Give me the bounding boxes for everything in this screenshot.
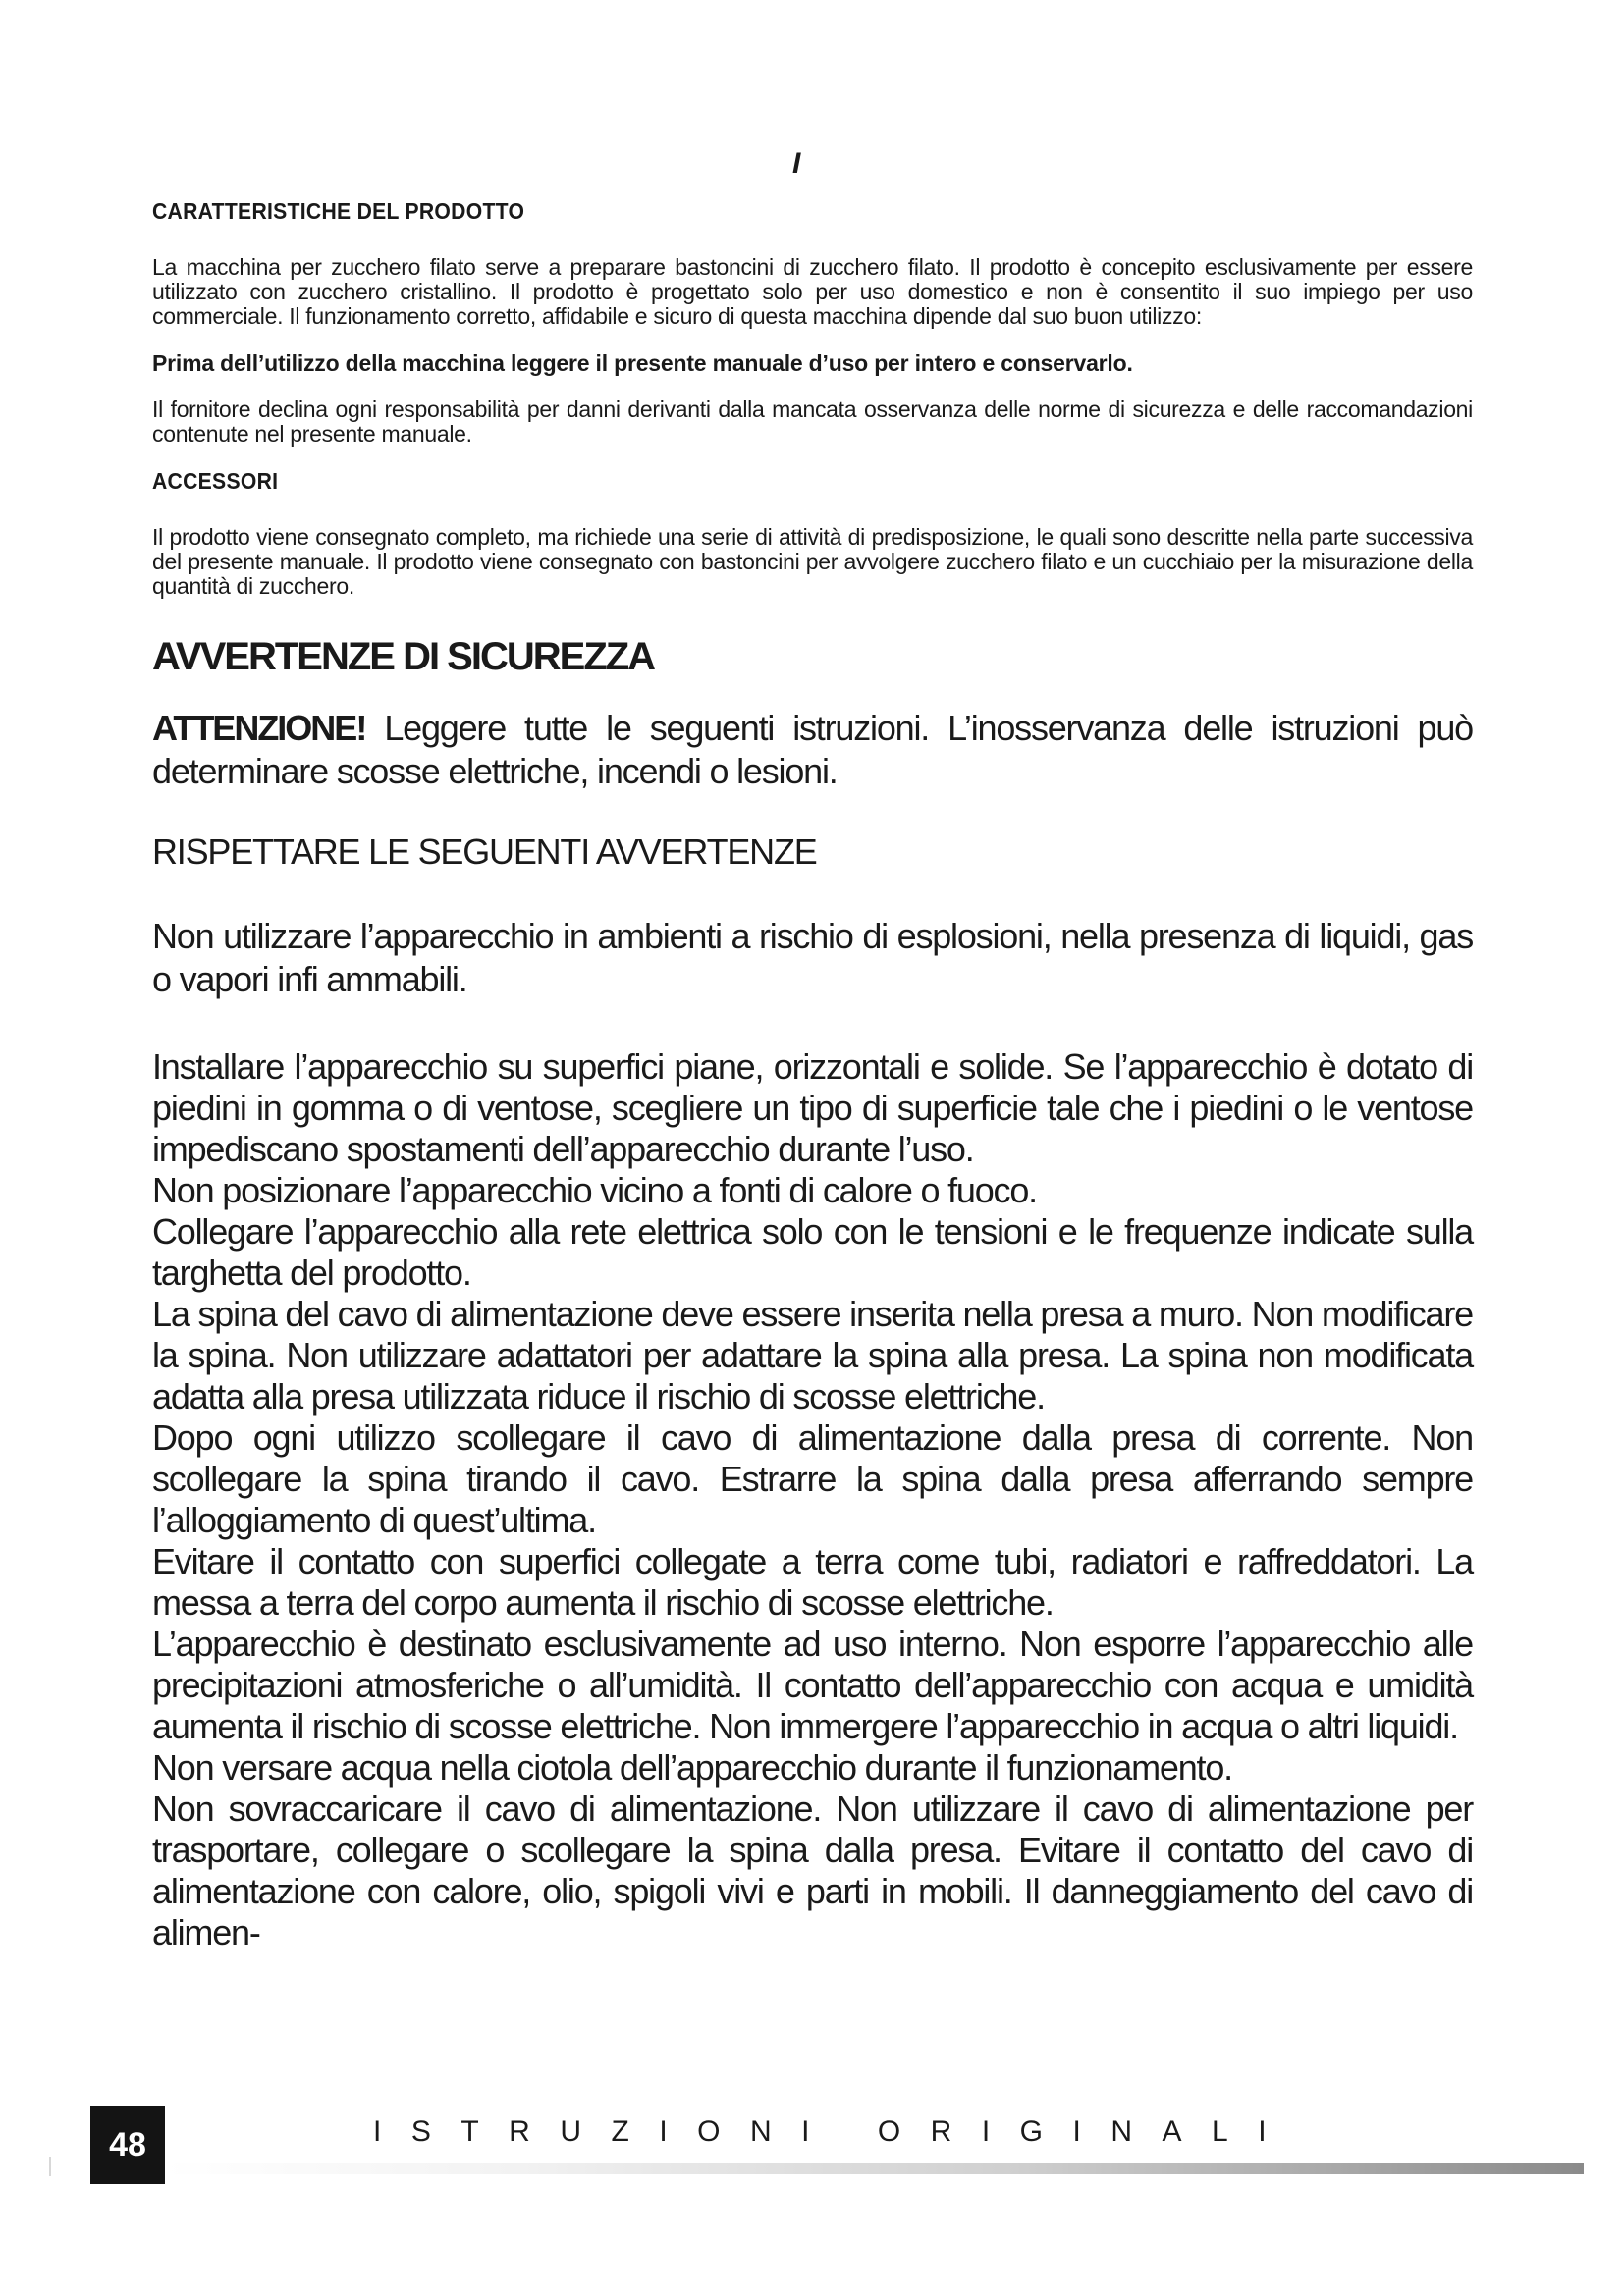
footer-tick [49, 2157, 51, 2176]
instruction-line: La spina del cavo di alimentazione deve essere inserita nella presa a muro. Non modificare la spina. Non utilizzare adattatori per adattare la spina alla presa. La spina non modificata adatta alla presa utilizzata riduce il rischio di scosse elettriche. [152, 1294, 1473, 1416]
instruction-line: Collegare l’apparecchio alla rete elettrica solo con le tensioni e le frequenze indicate sulla targhetta del prodotto. [152, 1211, 1473, 1293]
features-heading: CARATTERISTICHE DEL PRODOTTO [152, 198, 525, 224]
instruction-line: Non sovraccaricare il cavo di alimentazione. Non utilizzare il cavo di alimentazione per trasportare, collegare o scollegare la spina dalla presa. Evitare il contatto del cavo di alimentazione con calore, olio, spigoli vivi e parti in mobili. Il danneggiamento del cavo di alimen- [152, 1789, 1473, 1952]
explosion-warning: Non utilizzare l’apparecchio in ambienti a rischio di esplosioni, nella presenza di liquidi, gas o vapori infi ammabili. [152, 916, 1473, 999]
instruction-line: Non versare acqua nella ciotola dell’apparecchio durante il funzionamento. [152, 1747, 1232, 1788]
accessories-paragraph: Il prodotto viene consegnato completo, ma richiede una serie di attività di predisposizione, le quali sono descritte nella parte successiva del presente manuale. Il prodotto viene consegnato con bastoncini per avvolgere zucchero filato e un cucchiaio per la misurazione della quantità di zucchero. [152, 524, 1473, 599]
page-mark: I [792, 147, 801, 180]
attention-paragraph [152, 707, 1473, 793]
attention-text: Leggere tutte le seguenti istruzioni. L’inosservanza delle istruzioni può determinare scosse elettriche, incendi o lesioni. [152, 708, 1473, 791]
page-number: 48 [90, 2106, 165, 2184]
footer-title: ISTRUZIONI ORIGINALI [373, 2115, 1297, 2148]
accessories-heading: ACCESSORI [152, 468, 279, 494]
instruction-line: Non posizionare l’apparecchio vicino a fonti di calore o fuoco. [152, 1170, 1037, 1210]
attention-label: ATTENZIONE! [152, 708, 366, 748]
manual-note: Prima dell’utilizzo della macchina leggere il presente manuale d’uso per intero e conservarlo. [152, 350, 1133, 376]
instruction-line: Installare l’apparecchio su superfici piane, orizzontali e solide. Se l’apparecchio è dotato di piedini in gomma o di ventose, scegliere un tipo di superficie tale che i piedini o le ventose impediscano spostamenti dell’apparecchio durante l’uso. [152, 1046, 1473, 1169]
liability-paragraph: Il fornitore declina ogni responsabilità per danni derivanti dalla mancata osservanza delle norme di sicurezza e delle raccomandazioni contenute nel presente manuale. [152, 397, 1473, 447]
safety-subheading: RISPETTARE LE SEGUENTI AVVERTENZE [152, 831, 817, 872]
page-content [152, 194, 1473, 1953]
instruction-line: Dopo ogni utilizzo scollegare il cavo di alimentazione dalla presa di corrente. Non scollegare la spina tirando il cavo. Estrarre la spina dalla presa afferrando sempre l’alloggiamento di quest’ultima. [152, 1417, 1473, 1540]
instruction-line: L’apparecchio è destinato esclusivamente ad uso interno. Non esporre l’apparecchio alle precipitazioni atmosferiche o all’umidità. Il contatto dell’apparecchio con acqua e umidità aumenta il rischio di scosse elettriche. Non immergere l’apparecchio in acqua o altri liquidi. [152, 1624, 1473, 1746]
instruction-line: Evitare il contatto con superfici collegate a terra come tubi, radiatori e raffreddatori. La messa a terra del corpo aumenta il rischio di scosse elettriche. [152, 1541, 1473, 1623]
page-footer [0, 2106, 1624, 2184]
safety-heading: AVVERTENZE DI SICUREZZA [152, 635, 655, 678]
footer-gradient-bar [165, 2163, 1584, 2174]
safety-instructions [152, 1046, 1473, 1953]
features-paragraph: La macchina per zucchero filato serve a preparare bastoncini di zucchero filato. Il prodotto è concepito esclusivamente per essere utilizzato con zucchero cristallino. Il prodotto è progettato solo per uso domestico e non è consentito il suo impiego per uso commerciale. Il funzionamento corretto, affidabile e sicuro di questa macchina dipende dal suo buon utilizzo: [152, 254, 1473, 329]
